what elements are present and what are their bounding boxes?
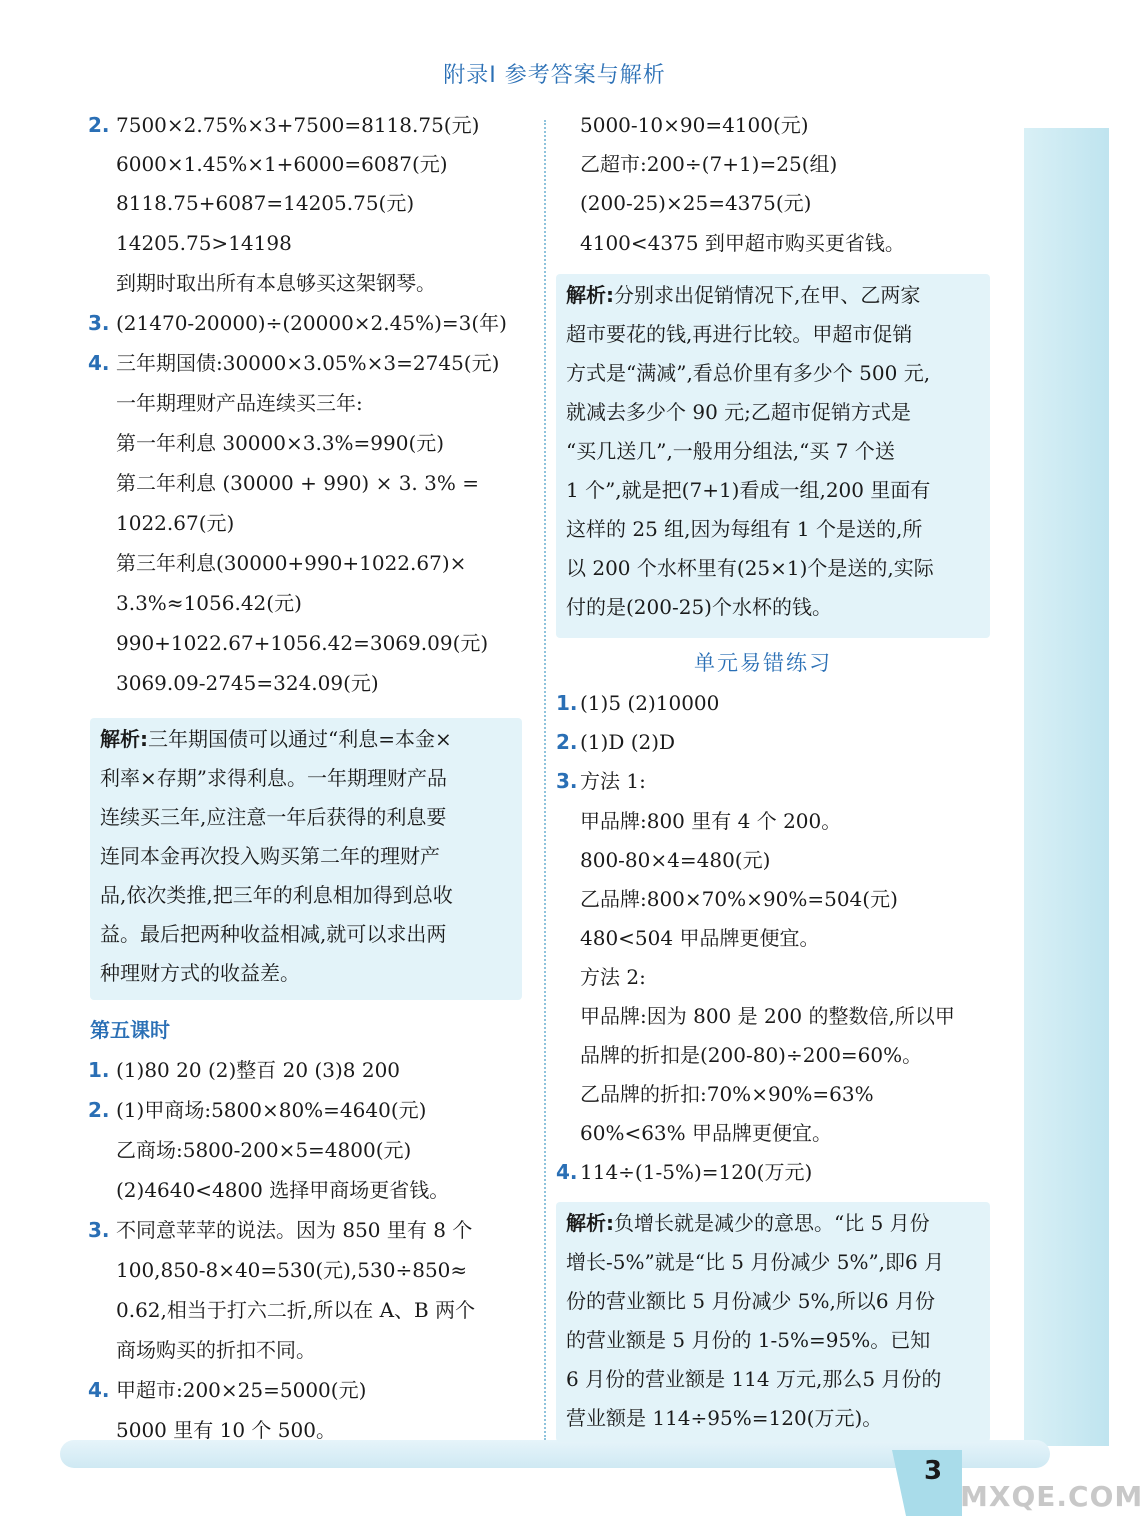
answer-line: (21470-20000)÷(20000×2.45%)=3(年) bbox=[116, 311, 507, 335]
answer-line: 到期时取出所有本息够买这架钢琴。 bbox=[116, 271, 436, 295]
analysis-line: 超市要花的钱,再进行比较。甲超市促销 bbox=[566, 322, 913, 346]
analysis-line: 品,依次类推,把三年的利息相加得到总收 bbox=[100, 883, 453, 907]
analysis-line: 就减去多少个 90 元;乙超市促销方式是 bbox=[566, 400, 911, 424]
analysis-line: 的营业额是 5 月份的 1-5%=95%。已知 bbox=[566, 1328, 931, 1352]
answer-line: 方法 2: bbox=[580, 965, 646, 989]
answer-line: 3069.09-2745=324.09(元) bbox=[116, 671, 379, 695]
analysis-line: 6 月份的营业额是 114 万元,那么5 月份的 bbox=[566, 1367, 942, 1391]
lesson-title: 第五课时 bbox=[90, 1018, 170, 1042]
answer-line: 14205.75>14198 bbox=[116, 231, 292, 255]
analysis-line: 份的营业额比 5 月份减少 5%,所以6 月份 bbox=[566, 1289, 935, 1313]
answer-line: 不同意苹苹的说法。因为 850 里有 8 个 bbox=[116, 1218, 473, 1242]
analysis-line: 以 200 个水杯里有(25×1)个是送的,实际 bbox=[566, 556, 934, 580]
section-title: 单元易错练习 bbox=[694, 651, 832, 675]
answer-line: 第三年利息(30000+990+1022.67)× bbox=[116, 551, 467, 575]
answer-line: 三年期国债:30000×3.05%×3=2745(元) bbox=[116, 351, 500, 375]
answer-line: 1022.67(元) bbox=[116, 511, 235, 535]
answer-line: (2)4640<4800 选择甲商场更省钱。 bbox=[116, 1178, 450, 1202]
question-number: 4. bbox=[88, 351, 110, 375]
analysis-label: 解析: bbox=[566, 1211, 614, 1235]
answer-line: (200-25)×25=4375(元) bbox=[580, 191, 812, 215]
answer-line: 乙超市:200÷(7+1)=25(组) bbox=[580, 152, 838, 176]
analysis-label: 解析: bbox=[100, 727, 148, 751]
analysis-line: “买几送几”,一般用分组法,“买 7 个送 bbox=[566, 439, 895, 463]
answer-line: 第一年利息 30000×3.3%=990(元) bbox=[116, 431, 445, 455]
answer-line: 480<504 甲品牌更便宜。 bbox=[580, 926, 820, 950]
answer-line: 114÷(1-5%)=120(万元) bbox=[580, 1160, 813, 1184]
answer-line: 商场购买的折扣不同。 bbox=[116, 1338, 316, 1362]
answer-line: 甲品牌:因为 800 是 200 的整数倍,所以甲 bbox=[580, 1004, 955, 1028]
analysis-line: 营业额是 114÷95%=120(万元)。 bbox=[566, 1406, 883, 1430]
analysis-label: 解析: bbox=[566, 283, 614, 307]
analysis-line bbox=[100, 724, 452, 754]
answer-line: 8118.75+6087=14205.75(元) bbox=[116, 191, 415, 215]
answer-line: 5000 里有 10 个 500。 bbox=[116, 1418, 336, 1442]
question-number: 1. bbox=[88, 1058, 110, 1082]
analysis-line: 连同本金再次投入购买第二年的理财产 bbox=[100, 844, 440, 868]
page-header: 附录Ⅰ 参考答案与解析 bbox=[443, 63, 666, 88]
analysis-text: 三年期国债可以通过“利息=本金× bbox=[148, 727, 452, 751]
analysis-line: 这样的 25 组,因为每组有 1 个是送的,所 bbox=[566, 517, 923, 541]
answer-line: (1)D (2)D bbox=[580, 730, 676, 754]
analysis-line: 益。最后把两种收益相减,就可以求出两 bbox=[100, 922, 447, 946]
analysis-line: 方式是“满减”,看总价里有多少个 500 元, bbox=[566, 361, 931, 385]
question-number: 1. bbox=[556, 691, 578, 715]
question-number: 3. bbox=[88, 311, 110, 335]
question-number: 3. bbox=[556, 769, 578, 793]
answer-line: 乙品牌:800×70%×90%=504(元) bbox=[580, 887, 898, 911]
answer-line: 100,850-8×40=530(元),530÷850≈ bbox=[116, 1258, 468, 1282]
analysis-line: 种理财方式的收益差。 bbox=[100, 961, 300, 985]
answer-line: (1)甲商场:5800×80%=4640(元) bbox=[116, 1098, 427, 1122]
answer-line: 甲超市:200×25=5000(元) bbox=[116, 1378, 367, 1402]
analysis-line bbox=[566, 1208, 930, 1238]
answer-line: 第二年利息 (30000 + 990) × 3. 3% = bbox=[116, 471, 479, 495]
answer-line: 6000×1.45%×1+6000=6087(元) bbox=[116, 152, 448, 176]
answer-line: 800-80×4=480(元) bbox=[580, 848, 771, 872]
question-number: 2. bbox=[88, 113, 110, 137]
answer-line: (1)80 20 (2)整百 20 (3)8 200 bbox=[116, 1058, 401, 1082]
answer-line: 方法 1: bbox=[580, 769, 646, 793]
answer-line: 一年期理财产品连续买三年: bbox=[116, 391, 363, 415]
answer-line: 60%<63% 甲品牌更便宜。 bbox=[580, 1121, 833, 1145]
analysis-text: 负增长就是减少的意思。“比 5 月份 bbox=[614, 1211, 930, 1235]
answer-line: (1)5 (2)10000 bbox=[580, 691, 720, 715]
question-number: 3. bbox=[88, 1218, 110, 1242]
answer-line: 乙品牌的折扣:70%×90%=63% bbox=[580, 1082, 874, 1106]
watermark: MXQE.COM bbox=[960, 1480, 1143, 1513]
analysis-text: 分别求出促销情况下,在甲、乙两家 bbox=[614, 283, 921, 307]
question-number: 4. bbox=[88, 1378, 110, 1402]
question-number: 4. bbox=[556, 1160, 578, 1184]
page-number: 3 bbox=[924, 1456, 943, 1486]
answer-line: 甲品牌:800 里有 4 个 200。 bbox=[580, 809, 842, 833]
answer-line: 乙商场:5800-200×5=4800(元) bbox=[116, 1138, 412, 1162]
answer-line: 4100<4375 到甲超市购买更省钱。 bbox=[580, 231, 905, 255]
answer-line: 3.3%≈1056.42(元) bbox=[116, 591, 302, 615]
column-divider bbox=[544, 120, 546, 1440]
analysis-line bbox=[566, 280, 920, 310]
answer-line: 990+1022.67+1056.42=3069.09(元) bbox=[116, 631, 489, 655]
answer-line: 0.62,相当于打六二折,所以在 A、B 两个 bbox=[116, 1298, 476, 1322]
question-number: 2. bbox=[88, 1098, 110, 1122]
answer-line: 品牌的折扣是(200-80)÷200=60%。 bbox=[580, 1043, 923, 1067]
answer-line: 7500×2.75%×3+7500=8118.75(元) bbox=[116, 113, 480, 137]
analysis-line: 增长-5%”就是“比 5 月份减少 5%”,即6 月 bbox=[566, 1250, 945, 1274]
decorative-side-bar bbox=[1024, 128, 1109, 1446]
analysis-line: 1 个”,就是把(7+1)看成一组,200 里面有 bbox=[566, 478, 931, 502]
analysis-line: 付的是(200-25)个水杯的钱。 bbox=[566, 595, 832, 619]
analysis-line: 利率×存期”求得利息。一年期理财产品 bbox=[100, 766, 447, 790]
question-number: 2. bbox=[556, 730, 578, 754]
answer-line: 5000-10×90=4100(元) bbox=[580, 113, 809, 137]
analysis-line: 连续买三年,应注意一年后获得的利息要 bbox=[100, 805, 447, 829]
